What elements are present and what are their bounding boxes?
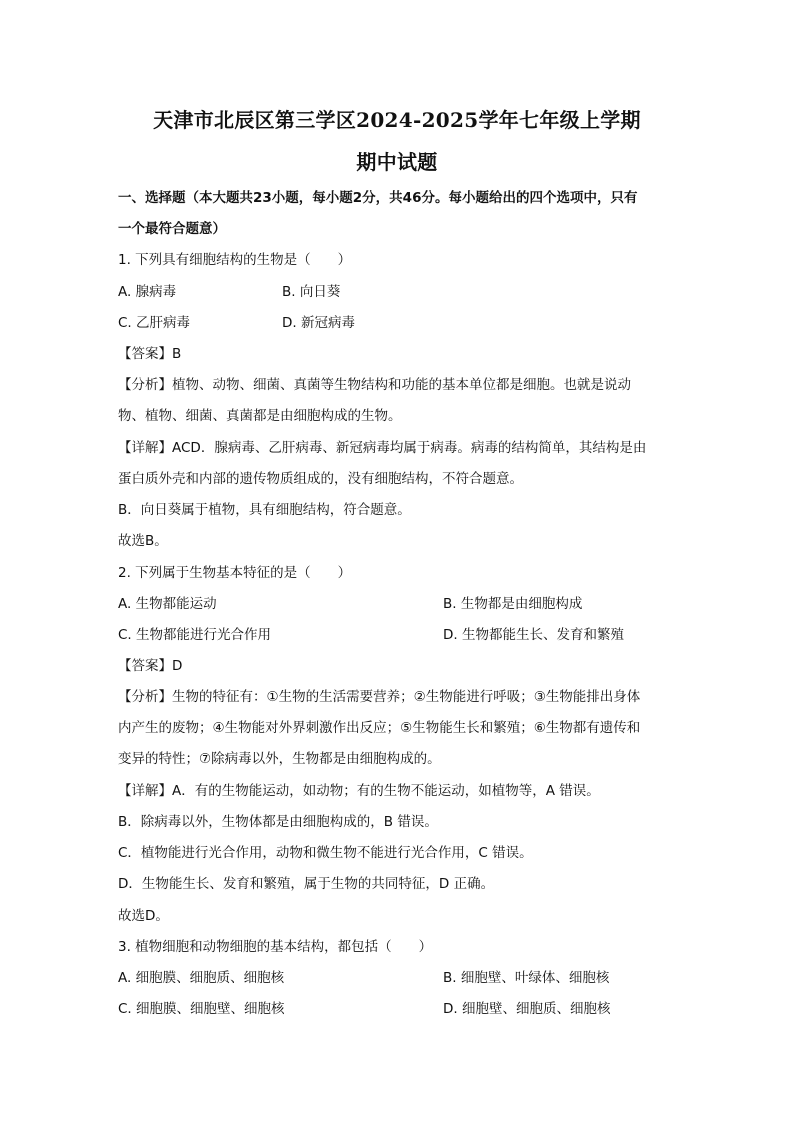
question-1-option-d: D. 新冠病毒 (282, 315, 355, 331)
question-2-detail-d: D．生物能生长、发育和繁殖，属于生物的共同特征，D 正确。 (118, 876, 495, 892)
question-2-detail-a: 【详解】A．有的生物能运动，如动物；有的生物不能运动，如植物等，A 错误。 (118, 783, 600, 799)
question-2-detail-c: C．植物能进行光合作用，动物和微生物不能进行光合作用，C 错误。 (118, 845, 533, 861)
question-1-option-c: C. 乙肝病毒 (118, 315, 191, 331)
question-3-stem: 3. 植物细胞和动物细胞的基本结构，都包括（ ） (118, 939, 433, 955)
question-2-detail-b: B．除病毒以外，生物体都是由细胞构成的，B 错误。 (118, 814, 438, 830)
exam-subtitle: 期中试题 (356, 150, 438, 174)
question-3-option-b: B. 细胞壁、叶绿体、细胞核 (443, 970, 610, 986)
question-1-conclusion: 故选B。 (118, 533, 168, 549)
question-3-option-a: A. 细胞膜、细胞质、细胞核 (118, 970, 285, 986)
question-2-analysis-cont-2: 变异的特性；⑦除病毒以外，生物都是由细胞构成的。 (118, 751, 441, 767)
question-3-option-d: D. 细胞壁、细胞质、细胞核 (443, 1001, 611, 1017)
question-2-option-c: C. 生物都能进行光合作用 (118, 627, 272, 643)
question-1-detail-cont: 蛋白质外壳和内部的遗传物质组成的，没有细胞结构，不符合题意。 (118, 471, 523, 487)
question-1-stem: 1. 下列具有细胞结构的生物是（ ） (118, 252, 352, 268)
question-1-option-b: B. 向日葵 (282, 284, 341, 300)
section-header: 一、选择题（本大题共23小题，每小题2分，共46分。每小题给出的四个选项中，只有 (118, 190, 638, 206)
question-2-option-a: A. 生物都能运动 (118, 596, 217, 612)
question-1-detail-b: B．向日葵属于植物，具有细胞结构，符合题意。 (118, 502, 411, 518)
question-2-option-b: B. 生物都是由细胞构成 (443, 596, 583, 612)
question-1-analysis: 【分析】植物、动物、细菌、真菌等生物结构和功能的基本单位都是细胞。也就是说动 (118, 377, 631, 393)
question-2-conclusion: 故选D。 (118, 908, 169, 924)
question-2-option-d: D. 生物都能生长、发育和繁殖 (443, 627, 624, 643)
question-2-answer: 【答案】D (118, 658, 183, 674)
section-header-cont: 一个最符合题意） (118, 221, 226, 237)
question-2-analysis-cont: 内产生的废物；④生物能对外界刺激作出反应；⑤生物能生长和繁殖；⑥生物都有遗传和 (118, 720, 641, 736)
exam-title: 天津市北辰区第三学区2024-2025学年七年级上学期 (153, 108, 641, 132)
question-2-analysis: 【分析】生物的特征有：①生物的生活需要营养；②生物能进行呼吸；③生物能排出身体 (118, 689, 641, 705)
question-1-analysis-cont: 物、植物、细菌、真菌都是由细胞构成的生物。 (118, 408, 402, 424)
question-2-stem: 2. 下列属于生物基本特征的是（ ） (118, 565, 352, 581)
question-1-detail: 【详解】ACD．腺病毒、乙肝病毒、新冠病毒均属于病毒。病毒的结构简单，其结构是由 (118, 440, 647, 456)
question-1-answer: 【答案】B (118, 346, 182, 362)
question-3-option-c: C. 细胞膜、细胞壁、细胞核 (118, 1001, 285, 1017)
question-1-option-a: A. 腺病毒 (118, 284, 177, 300)
